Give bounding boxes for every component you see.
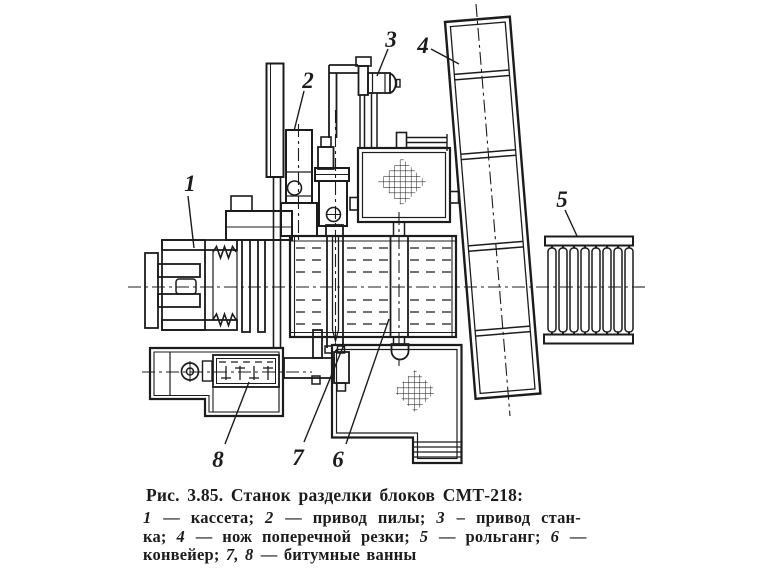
frame-column — [226, 64, 292, 349]
lower-conveyor-panel — [332, 345, 462, 463]
figure-legend — [143, 509, 670, 565]
figure-caption-title: Рис. 3.85. Станок разделки блоков СМТ-218: — [146, 485, 524, 505]
upper-conveyor-panel — [350, 133, 459, 223]
crosshatch-patch — [394, 370, 436, 412]
callout-3: 3 — [385, 27, 397, 52]
callout-5: 5 — [556, 187, 568, 212]
spring-top — [213, 247, 236, 259]
support-brackets — [284, 330, 349, 391]
figure-caption — [143, 485, 670, 565]
leader-3 — [377, 49, 388, 76]
centerlines — [128, 4, 648, 416]
rollers — [548, 246, 633, 335]
leader-5 — [565, 210, 577, 236]
callout-6: 6 — [332, 447, 344, 472]
callout-4: 4 — [417, 33, 429, 58]
leader-7 — [304, 347, 343, 442]
callout-7: 7 — [292, 445, 304, 470]
callout-8: 8 — [212, 447, 224, 472]
legend-line: 1 — кассета; 2 — привод пилы; 3 – привод стан- — [143, 508, 581, 527]
callout-2: 2 — [302, 68, 314, 93]
frame-pipe — [329, 65, 377, 148]
leader-4 — [431, 49, 459, 64]
machine-drive-motor — [356, 57, 400, 95]
crosshatch-patch — [378, 158, 426, 206]
cassette-unit — [145, 240, 265, 332]
roller-table — [544, 237, 633, 344]
saw-spindle — [315, 137, 349, 236]
callout-1: 1 — [184, 171, 196, 196]
leader-8 — [225, 382, 249, 444]
legend-line: конвейер; 7, 8 — битумные ванны — [143, 545, 417, 564]
legend-line: ка; 4 — нож поперечной резки; 5 — рольганг; 6 — — [143, 526, 587, 546]
bitumen-bath — [150, 348, 283, 416]
saw-blade — [325, 236, 345, 353]
callout-leaders — [188, 49, 577, 444]
bath-level-symbols — [221, 366, 273, 380]
